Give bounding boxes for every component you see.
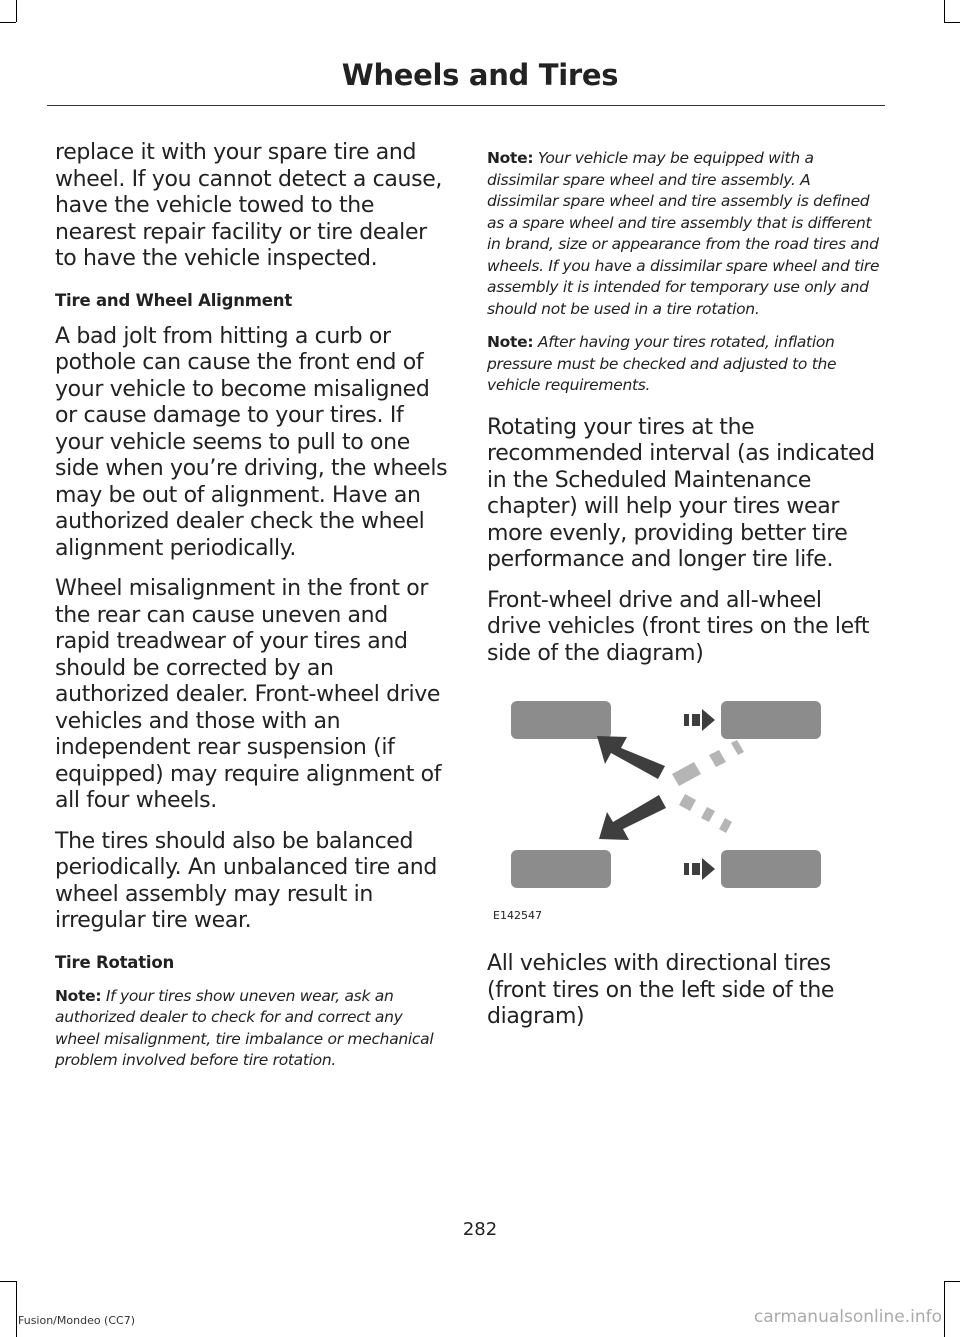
paragraph-fwd-awd: Front-wheel drive and all-wheel drive vehicles (front tires on the left side of the diagram) (487, 587, 870, 666)
diagram-code: E142547 (493, 909, 542, 922)
header-divider (47, 105, 885, 106)
note-label: Note: (487, 333, 534, 351)
heading-tire-wheel-alignment: Tire and Wheel Alignment (55, 290, 293, 310)
tire-rear-right (721, 850, 821, 888)
note-label: Note: (487, 149, 534, 167)
paragraph-bad-jolt: A bad jolt from hitting a curb or pothole can cause the front end of your vehicle to become misaligned or cause damage to your tires. If your vehicle seems to pull to one side when you’re driving, the wheels may be out of alignment. Have an authorized dealer check the wheel alignment periodically. (55, 323, 448, 561)
note-text: If your tires show uneven wear, ask an authorized dealer to check for and correct any wheel misalignment, tire imbalance or mechanical problem involved before tire rotation. (55, 986, 434, 1069)
crop-mark (0, 22, 16, 23)
note-text: Your vehicle may be equipped with a dissimilar spare wheel and tire assembly. A dissimilar spare wheel and tire assembly is defined as a spare wheel and tire assembly that is different in brand, size or appearance from the road tires and wheels. If you have a dissimilar spare wheel and tire assembly it is intended for temporary use only and should not be used in a tire rotation. (487, 149, 880, 318)
tire-front-left (511, 701, 611, 739)
crop-mark (16, 1281, 17, 1337)
note-dissimilar-spare (487, 148, 880, 320)
page-title: Wheels and Tires (341, 58, 619, 92)
paragraph-rotating-tires: Rotating your tires at the recommended interval (as indicated in the Scheduled Maintenance chapter) will help your tires wear more evenly, providing better tire performance and longer tire life. (487, 414, 875, 572)
tire-rear-left (721, 701, 821, 739)
note-inflation-pressure (487, 332, 880, 397)
note-label: Note: (55, 986, 102, 1005)
crop-mark (944, 1281, 945, 1337)
heading-tire-rotation: Tire Rotation (55, 952, 175, 972)
footer-model: Fusion/Mondeo (CC7) (18, 1314, 136, 1327)
note-text: After having your tires rotated, inflation pressure must be checked and adjusted to the vehicle requirements. (487, 333, 837, 394)
note-uneven-wear (55, 986, 448, 1072)
crop-mark (16, 0, 17, 22)
crop-mark (0, 1281, 16, 1282)
tire-rotation-diagram (487, 687, 880, 927)
right-column (487, 148, 880, 1045)
tire-front-right (511, 850, 611, 888)
crop-mark (944, 1281, 960, 1282)
watermark: carmanualsonline.info (753, 1307, 942, 1327)
page-number: 282 (462, 1219, 498, 1240)
tire-rotation-figure (487, 687, 880, 927)
crop-mark (944, 22, 960, 23)
left-column (55, 140, 448, 1084)
paragraph-balancing: The tires should also be balanced periodically. An unbalanced tire and wheel assembly may result in irregular tire wear. (55, 828, 437, 933)
paragraph-directional-tires: All vehicles with directional tires (front tires on the left side of the diagram) (487, 951, 835, 1029)
paragraph-spare-tire: replace it with your spare tire and wheel. If you cannot detect a cause, have the vehicle towed to the nearest repair facility or tire dealer to have the vehicle inspected. (55, 140, 443, 271)
paragraph-misalignment: Wheel misalignment in the front or the rear can cause uneven and rapid treadwear of your tires and should be corrected by an authorized dealer. Front-wheel drive vehicles and those with an independent rear suspension (if equipped) may require alignment of all four wheels. (55, 576, 442, 813)
crop-mark (944, 0, 945, 22)
